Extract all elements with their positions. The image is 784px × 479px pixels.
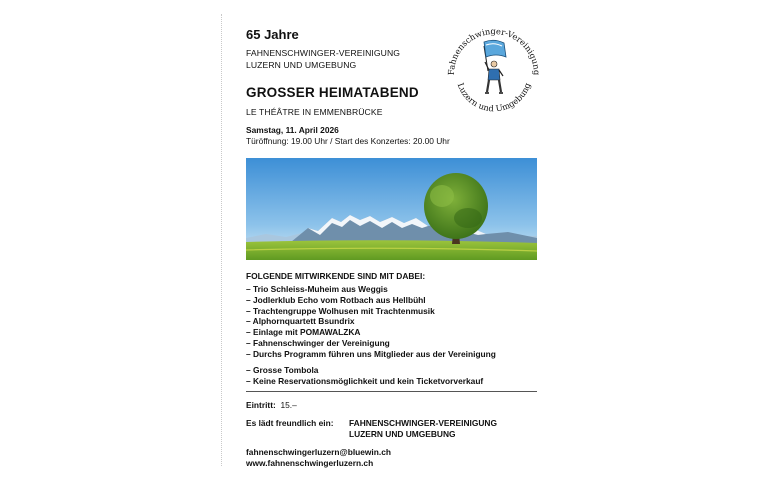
event-title: GROSSER HEIMATABEND <box>246 85 419 100</box>
list-item: – Einlage mit POMAWALZKA <box>246 327 361 338</box>
divider <box>246 391 537 392</box>
list-item: – Jodlerklub Echo vom Rotbach aus Hellbühl <box>246 294 426 305</box>
list-item: – Grosse Tombola <box>246 365 319 375</box>
organization-name <box>246 47 400 71</box>
organization-name-line2: LUZERN UND UMGEBUNG <box>246 60 357 70</box>
event-time: Türöffnung: 19.00 Uhr / Start des Konzertes: 20.00 Uhr <box>246 136 450 146</box>
club-logo <box>442 16 546 120</box>
flag-bearer-icon <box>484 40 506 93</box>
contact-email[interactable]: fahnenschwingerluzern@bluewin.ch <box>246 447 391 457</box>
event-flyer <box>246 0 546 479</box>
performers-heading: FOLGENDE MITWIRKENDE SIND MIT DABEI: <box>246 271 426 281</box>
organization-name-line1: FAHNENSCHWINGER-VEREINIGUNG <box>246 48 401 58</box>
logo-text-top: Fahnenschwinger-Vereinigung <box>445 25 543 76</box>
entry-value: 15.– <box>280 400 297 410</box>
list-item: – Alphornquartett Bsundrix <box>246 316 355 327</box>
performers-list <box>246 284 496 360</box>
invite-label: Es lädt freundlich ein: <box>246 418 334 428</box>
extras-list <box>246 365 483 387</box>
list-item: – Durchs Programm führen uns Mitglieder aus der Vereinigung <box>246 348 496 359</box>
list-item: – Keine Reservationsmöglichkeit und kein Ticketvorverkauf <box>246 375 484 386</box>
invite-organization-line2: LUZERN UND UMGEBUNG <box>349 428 456 439</box>
website-link[interactable]: www.fahnenschwingerluzern.ch <box>246 458 374 468</box>
anniversary-title: 65 Jahre <box>246 27 299 42</box>
list-item: – Trachtengruppe Wolhusen mit Trachtenmusik <box>246 305 435 316</box>
invite-organization <box>349 418 497 440</box>
entry-label: Eintritt: <box>246 400 276 410</box>
invite-organization-line1: FAHNENSCHWINGER-VEREINIGUNG <box>349 418 497 428</box>
event-date: Samstag, 11. April 2026 <box>246 125 339 135</box>
entry-price <box>246 400 297 410</box>
list-item: – Fahnenschwinger der Vereinigung <box>246 337 390 348</box>
landscape-photo <box>246 158 537 260</box>
page-margin-guide <box>221 14 222 466</box>
list-item: – Trio Schleiss-Muheim aus Weggis <box>246 284 388 294</box>
event-venue: LE THÉÂTRE IN EMMENBRÜCKE <box>246 107 383 117</box>
logo-text-bottom: Luzern und Umgebung <box>455 81 533 114</box>
